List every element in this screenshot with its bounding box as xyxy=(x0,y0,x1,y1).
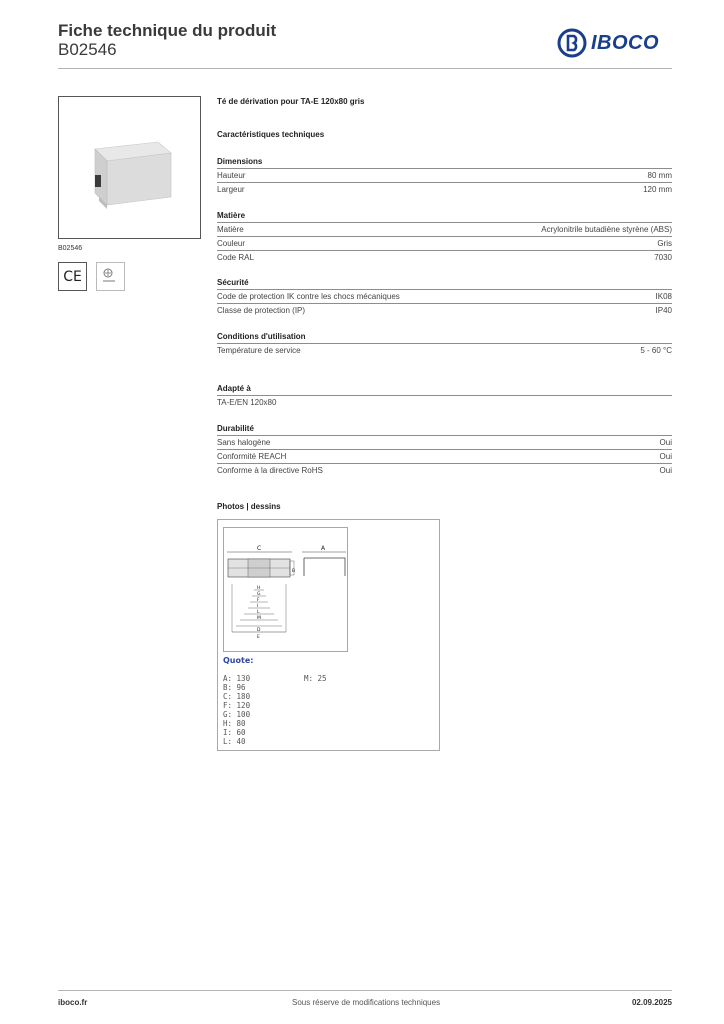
dim-label: C xyxy=(257,545,262,552)
product-render xyxy=(59,97,200,238)
spec-row xyxy=(217,182,672,196)
group-title: Sécurité xyxy=(217,278,249,287)
spec-value: Gris xyxy=(657,239,672,248)
header-divider xyxy=(58,68,672,69)
spec-value: Oui xyxy=(659,438,672,447)
spec-label: Classe de protection (IP) xyxy=(217,306,306,315)
spec-value: 120 mm xyxy=(643,185,672,194)
quote-item: L: 40 xyxy=(223,737,246,746)
spec-label: Conformité REACH xyxy=(217,452,287,461)
group-title: Conditions d'utilisation xyxy=(217,332,306,341)
spec-label: Couleur xyxy=(217,239,246,248)
technical-drawing xyxy=(217,519,440,751)
group-dimensions xyxy=(217,155,672,196)
spec-row xyxy=(217,250,672,264)
dim-label: M xyxy=(257,616,261,621)
spec-label: Conforme à la directive RoHS xyxy=(217,466,323,475)
quote-item: M: 25 xyxy=(304,674,327,683)
spec-label: Hauteur xyxy=(217,171,246,180)
page-title: Fiche technique du produit xyxy=(58,21,277,40)
spec-value: IP40 xyxy=(655,306,672,315)
dim-label: L xyxy=(257,610,260,615)
dim-label: H xyxy=(257,586,261,591)
photos-heading: Photos | dessins xyxy=(217,502,281,511)
footer-date: 02.09.2025 xyxy=(631,998,672,1007)
spec-row xyxy=(217,303,672,317)
spec-value: Acrylonitrile butadiène styrène (ABS) xyxy=(541,225,672,234)
spec-value: 7030 xyxy=(654,253,672,262)
spec-value: Oui xyxy=(659,452,672,461)
dimension-drawing xyxy=(224,528,347,651)
spec-value: 5 - 60 °C xyxy=(640,346,672,355)
quote-item: A: 130 xyxy=(223,674,251,683)
quote-item: F: 120 xyxy=(223,701,251,710)
spec-row xyxy=(217,449,672,463)
spec-label: Largeur xyxy=(217,185,245,194)
spec-row xyxy=(217,463,672,477)
quote-item: H: 80 xyxy=(223,719,246,728)
spec-row xyxy=(217,236,672,250)
spec-row xyxy=(217,289,672,303)
certification-badge-icon xyxy=(96,262,125,291)
spec-row xyxy=(217,395,672,409)
drawing-frame xyxy=(223,527,348,652)
quote-list xyxy=(223,674,250,746)
product-image xyxy=(58,96,201,239)
dim-label: E xyxy=(257,635,260,640)
spec-row xyxy=(217,343,672,357)
logo-text: IBOCO xyxy=(591,31,660,54)
group-adapted-to xyxy=(217,382,672,409)
group-title: Durabilité xyxy=(217,424,254,433)
spec-row xyxy=(217,168,672,182)
dim-label: B xyxy=(292,569,296,574)
spec-label: Sans halogène xyxy=(217,438,271,447)
group-title: Adapté à xyxy=(217,384,251,393)
footer-site-link[interactable]: iboco.fr xyxy=(58,998,88,1007)
spec-value: 80 mm xyxy=(647,171,672,180)
product-code-heading: B02546 xyxy=(58,40,117,59)
group-title: Dimensions xyxy=(217,157,263,166)
dim-label: G xyxy=(257,592,261,597)
dim-label: A xyxy=(321,545,326,552)
group-durability xyxy=(217,422,672,477)
spec-label: Code de protection IK contre les chocs mécaniques xyxy=(217,292,400,301)
product-image-caption: B02546 xyxy=(58,245,83,252)
brand-logo xyxy=(557,28,659,58)
spec-label: Température de service xyxy=(217,346,301,355)
quote-item: C: 180 xyxy=(223,692,251,701)
group-usage-conditions xyxy=(217,330,672,357)
footer-divider xyxy=(58,990,672,991)
spec-label: TA-E/EN 120x80 xyxy=(217,398,277,407)
spec-value: IK08 xyxy=(655,292,672,301)
iboco-logo-icon xyxy=(557,28,587,58)
group-safety xyxy=(217,276,672,317)
spec-label: Matière xyxy=(217,225,244,234)
spec-row xyxy=(217,222,672,236)
product-title: Té de dérivation pour TA-E 120x80 gris xyxy=(217,97,365,106)
group-title: Matière xyxy=(217,211,246,220)
spec-row xyxy=(217,435,672,449)
quote-item: I: 60 xyxy=(223,728,246,737)
dim-label: F xyxy=(257,598,260,603)
quote-item: G: 100 xyxy=(223,710,251,719)
quote-item: B: 96 xyxy=(223,683,246,692)
spec-label: Code RAL xyxy=(217,253,254,262)
quote-label: Quote: xyxy=(223,656,254,665)
group-material xyxy=(217,209,672,264)
ce-mark-icon: CE xyxy=(58,262,87,291)
spec-value: Oui xyxy=(659,466,672,475)
dim-label: I xyxy=(257,604,259,609)
footer-note: Sous réserve de modifications techniques xyxy=(292,998,441,1007)
tech-characteristics-heading: Caractéristiques techniques xyxy=(217,130,325,139)
dim-label: D xyxy=(257,628,261,633)
